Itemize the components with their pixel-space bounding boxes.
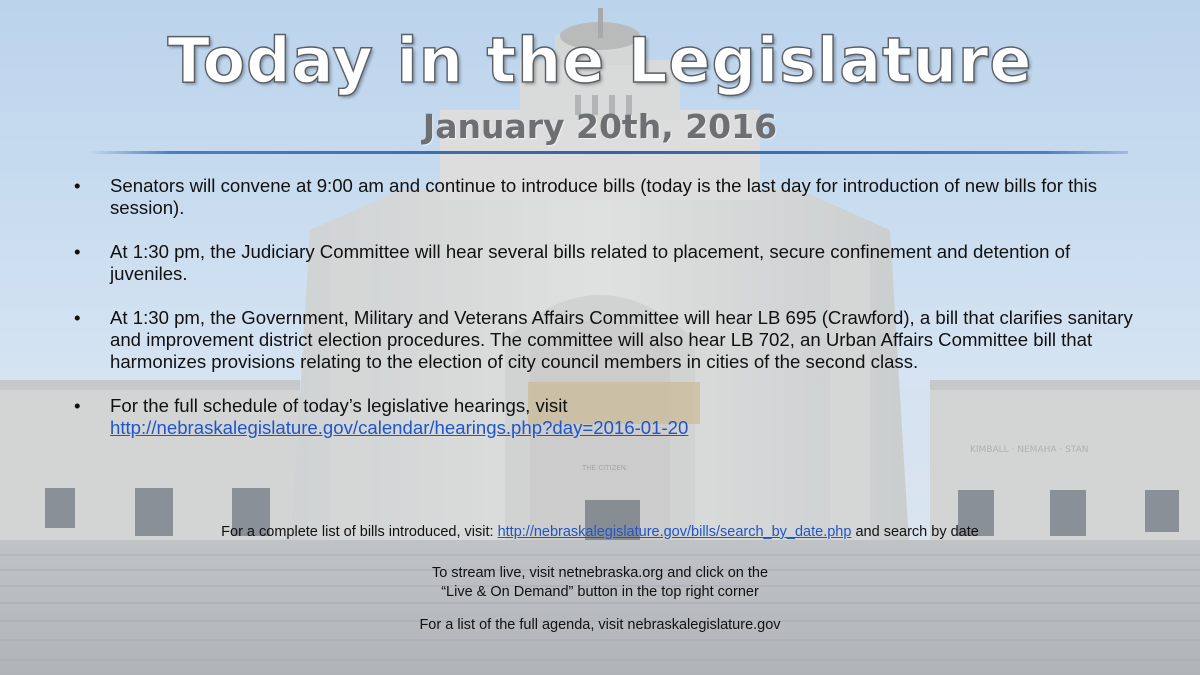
bullet-dot: • [74,307,81,328]
bullet-text: At 1:30 pm, the Government, Military and Veterans Affairs Committee will hear LB 695 (Crawford), a bill that clarifies sanitary and improvement district election procedures. The committee will also hear LB 702, an Urban Affairs Committee bill that harmonizes provisions relating to the election of city council members in cities of the second class. [110,307,1133,372]
bullet-item-schedule [68,395,1148,439]
inscription-center: THE CITIZEN [582,464,626,472]
slide-title: Today in the Legislature [167,24,1033,97]
bullet-text: At 1:30 pm, the Judiciary Committee will hear several bills related to placement, secure confinement and detention of juveniles. [110,241,1071,284]
footer-bills-line [0,524,1200,540]
bullet-item-government-committee [68,307,1148,373]
footer-bills-suffix: and search by date [851,524,979,540]
footer-bills-prefix: For a complete list of bills introduced, visit: [221,524,498,540]
bullet-dot: • [74,175,81,196]
footer-agenda-line: For a list of the full agenda, visit nebraskalegislature.gov [419,617,781,633]
footer-stream-line-1: To stream live, visit netnebraska.org and click on the [431,565,769,581]
bullet-list [68,175,1148,461]
bullet-text: Senators will convene at 9:00 am and continue to introduce bills (today is the last day for introduction of new bills for this session). [110,175,1098,218]
bullet-dot: • [74,241,81,262]
footer-stream-line-2: “Live & On Demand” button in the top right corner [441,584,759,600]
hearings-schedule-link[interactable]: http://nebraskalegislature.gov/calendar/hearings.php?day=2016-01-20 [110,417,689,438]
inscription-right: KIMBALL · NEMAHA · STAN [970,445,1089,455]
bullet-text: For the full schedule of today’s legislative hearings, visit [110,395,568,416]
title-underline [88,151,1128,154]
bullet-dot: • [74,395,81,416]
bullet-item-convene [68,175,1148,219]
slide-date: January 20th, 2016 [422,107,778,146]
bullet-item-judiciary [68,241,1148,285]
bills-search-link[interactable]: http://nebraskalegislature.gov/bills/search_by_date.php [497,524,852,540]
